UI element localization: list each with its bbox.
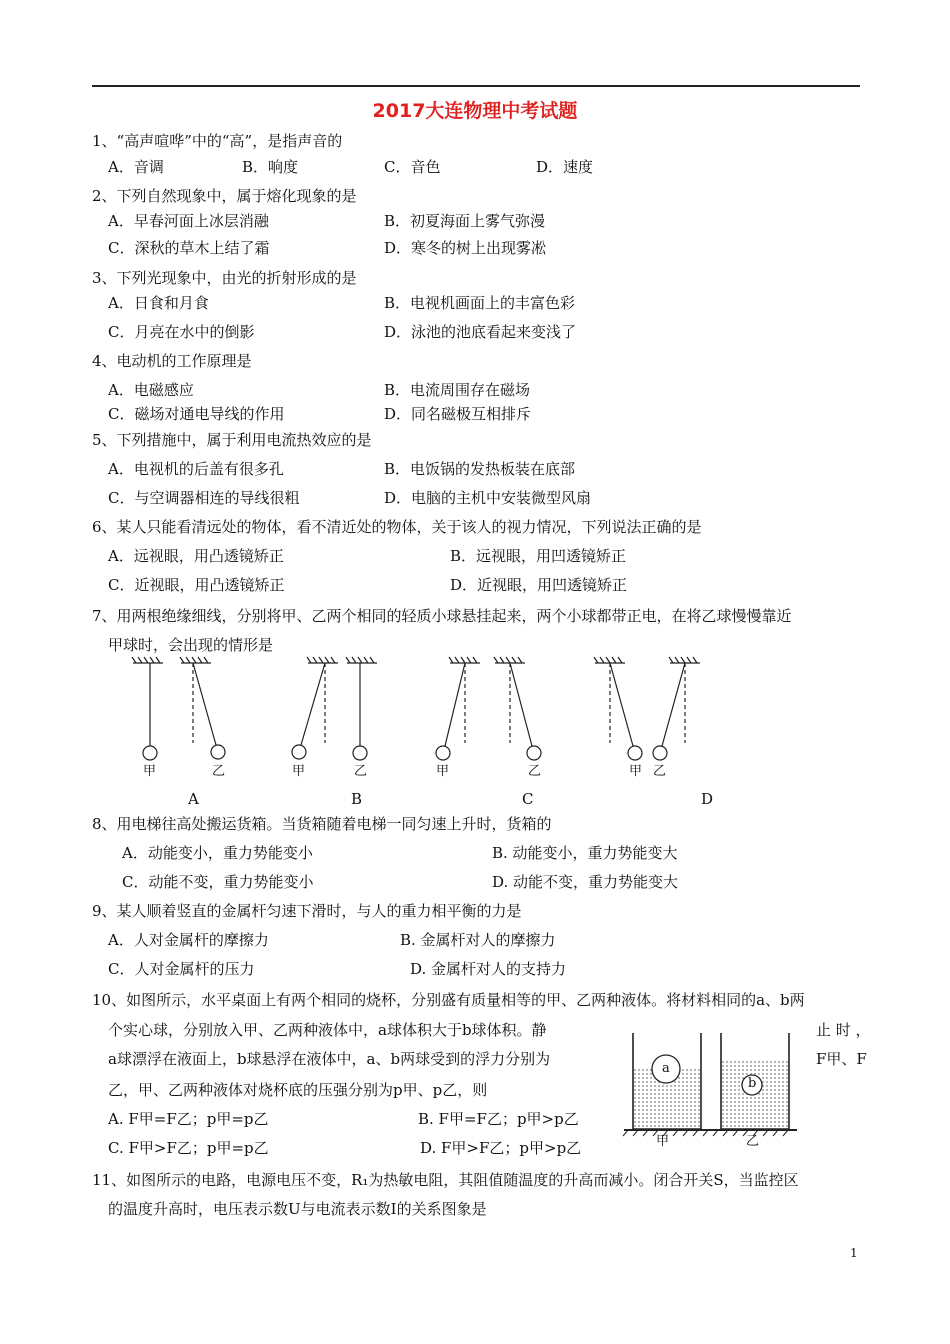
q3-option-a: A．日食和月食 bbox=[108, 294, 209, 312]
q9-option-d: D. 金属杆对人的支持力 bbox=[410, 960, 567, 978]
q5-option-d: D．电脑的主机中安装微型风扇 bbox=[384, 489, 592, 507]
q3-option-c: C．月亮在水中的倒影 bbox=[108, 323, 255, 341]
q8-option-b: B. 动能变小，重力势能变大 bbox=[492, 844, 678, 862]
q10-stem-line3-right: F甲、F bbox=[816, 1050, 867, 1068]
q5-stem: 5、下列措施中，属于利用电流热效应的是 bbox=[92, 431, 372, 449]
q2-option-b: B．初夏海面上雾气弥漫 bbox=[384, 212, 546, 230]
q6-option-c: C．近视眼，用凸透镜矫正 bbox=[108, 576, 285, 594]
q10-beaker-jia-label: 甲 bbox=[656, 1134, 670, 1149]
q2-option-c: C．深秋的草木上结了霜 bbox=[108, 239, 270, 257]
q3-stem: 3、下列光现象中，由光的折射形成的是 bbox=[92, 269, 357, 287]
q10-stem-line4: 乙，甲、乙两种液体对烧杯底的压强分别为p甲、p乙，则 bbox=[108, 1081, 488, 1099]
q9-option-a: A．人对金属杆的摩擦力 bbox=[108, 931, 269, 949]
q10-stem-line2-right: 止 时 ， bbox=[816, 1021, 871, 1039]
q10-stem-line3: a球漂浮在液面上，b球悬浮在液体中，a、b两球受到的浮力分别为 bbox=[108, 1050, 551, 1068]
q1-option-c: C．音色 bbox=[384, 158, 441, 176]
q3-option-b: B．电视机画面上的丰富色彩 bbox=[384, 294, 576, 312]
q5-option-b: B．电饭锅的发热板装在底部 bbox=[384, 460, 576, 478]
q8-option-a: A．动能变小，重力势能变小 bbox=[122, 844, 313, 862]
q9-option-b: B. 金属杆对人的摩擦力 bbox=[400, 931, 556, 949]
q6-stem: 6、某人只能看清远处的物体，看不清近处的物体，关于该人的视力情况，下列说法正确的是 bbox=[92, 518, 702, 536]
q7-ball-yi-c: 乙 bbox=[528, 764, 542, 779]
q2-stem: 2、下列自然现象中，属于熔化现象的是 bbox=[92, 187, 357, 205]
q4-option-d: D．同名磁极互相排斥 bbox=[384, 405, 532, 423]
q2-option-d: D．寒冬的树上出现雾凇 bbox=[384, 239, 547, 257]
q4-option-b: B．电流周围存在磁场 bbox=[384, 381, 531, 399]
q5-option-c: C．与空调器相连的导线很粗 bbox=[108, 489, 300, 507]
q1-option-d: D．速度 bbox=[536, 158, 594, 176]
q7-stem-continued: 甲球时，会出现的情形是 bbox=[108, 636, 274, 654]
q7-label-b: B bbox=[351, 790, 363, 808]
q9-stem: 9、某人顺着竖直的金属杆匀速下滑时，与人的重力相平衡的力是 bbox=[92, 902, 522, 920]
q2-option-a: A．早春河面上冰层消融 bbox=[108, 212, 269, 230]
q7-label-c: C bbox=[522, 790, 534, 808]
q10-option-d: D. F甲>F乙；p甲>p乙 bbox=[420, 1139, 582, 1157]
q10-ball-b-label: b bbox=[748, 1076, 757, 1091]
q11-stem-line1: 11、如图所示的电路，电源电压不变，R₁为热敏电阻，其阻值随温度的升高而减小。闭合开关S，当监控区 bbox=[92, 1171, 799, 1189]
q7-ball-yi-d: 乙 bbox=[653, 764, 667, 779]
q6-option-d: D．近视眼，用凹透镜矫正 bbox=[450, 576, 628, 594]
q7-ball-yi-a: 乙 bbox=[212, 764, 226, 779]
q1-option-b: B．响度 bbox=[242, 158, 299, 176]
q1-option-a: A．音调 bbox=[108, 158, 164, 176]
q7-ball-yi-b: 乙 bbox=[354, 764, 368, 779]
q10-option-c: C. F甲>F乙；p甲=p乙 bbox=[108, 1139, 269, 1157]
q10-beaker-figure bbox=[622, 1025, 802, 1140]
q8-option-d: D. 动能不变，重力势能变大 bbox=[492, 873, 679, 891]
q10-beaker-yi-label: 乙 bbox=[746, 1134, 760, 1149]
q10-stem-line1: 10、如图所示，水平桌面上有两个相同的烧杯，分别盛有质量相等的甲、乙两种液体。将材料相同的a、b两 bbox=[92, 991, 805, 1009]
q3-option-d: D．泳池的池底看起来变浅了 bbox=[384, 323, 577, 341]
q9-option-c: C．人对金属杆的压力 bbox=[108, 960, 255, 978]
q10-option-a: A. F甲=F乙；p甲=p乙 bbox=[108, 1110, 269, 1128]
q1-stem: 1、“高声喧哗”中的“高”，是指声音的 bbox=[92, 132, 343, 150]
q7-label-a: A bbox=[188, 790, 199, 808]
header-rule bbox=[92, 85, 860, 87]
q4-option-a: A．电磁感应 bbox=[108, 381, 194, 399]
q8-stem: 8、用电梯往高处搬运货箱。当货箱随着电梯一同匀速上升时，货箱的 bbox=[92, 815, 552, 833]
q7-ball-jia-b: 甲 bbox=[292, 764, 306, 779]
q7-ball-jia-c: 甲 bbox=[436, 764, 450, 779]
q7-ball-jia-d: 甲 bbox=[629, 764, 643, 779]
q6-option-b: B．远视眼，用凹透镜矫正 bbox=[450, 547, 627, 565]
page-title: 2017大连物理中考试题 bbox=[372, 100, 578, 122]
q4-stem: 4、电动机的工作原理是 bbox=[92, 352, 252, 370]
q5-option-a: A．电视机的后盖有很多孔 bbox=[108, 460, 284, 478]
q8-option-c: C．动能不变，重力势能变小 bbox=[122, 873, 314, 891]
q6-option-a: A．远视眼，用凸透镜矫正 bbox=[108, 547, 284, 565]
q10-ball-a-label: a bbox=[662, 1061, 670, 1076]
q10-option-b: B. F甲=F乙；p甲>p乙 bbox=[418, 1110, 579, 1128]
q7-ball-jia-a: 甲 bbox=[143, 764, 157, 779]
page-number: 1 bbox=[850, 1246, 858, 1260]
q7-stem: 7、用两根绝缘细线，分别将甲、乙两个相同的轻质小球悬挂起来，两个小球都带正电，在将乙球慢慢靠近 bbox=[92, 607, 792, 625]
q7-label-d: D bbox=[701, 790, 714, 808]
q11-stem-line2: 的温度升高时，电压表示数U与电流表示数I的关系图象是 bbox=[108, 1200, 487, 1218]
q4-option-c: C．磁场对通电导线的作用 bbox=[108, 405, 285, 423]
q10-stem-line2: 个实心球，分别放入甲、乙两种液体中，a球体积大于b球体积。静 bbox=[108, 1021, 547, 1039]
